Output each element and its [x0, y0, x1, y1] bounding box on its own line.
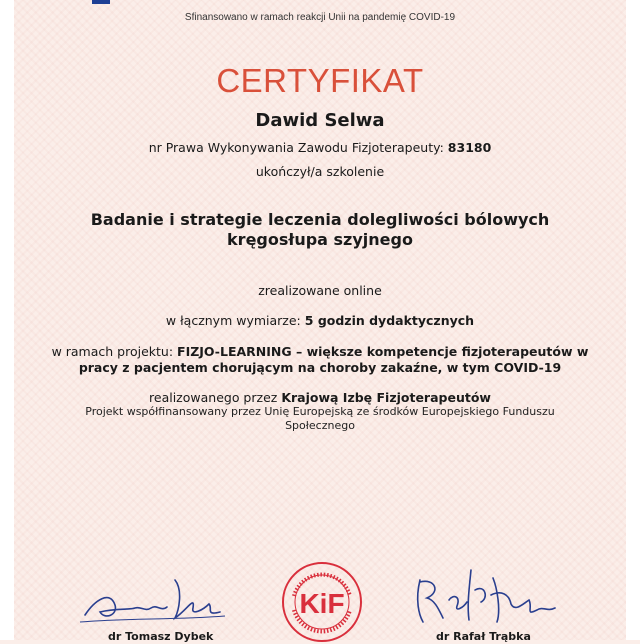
hours-line [20, 313, 620, 328]
eu-flag-fragment [92, 0, 110, 4]
seal-logo: KiF [299, 588, 345, 619]
hours-value: 5 godzin dydaktycznych [304, 313, 475, 328]
page-right-border [626, 0, 640, 640]
realized-line [20, 390, 620, 405]
license-line [20, 140, 620, 155]
signature-right [405, 560, 565, 630]
signature-left [75, 560, 235, 630]
project-name: FIZJO-LEARNING – większe kompetencje fizjoterapeutów w pracy z pacjentem chorującym na choroby zakaźne, w tym COVID-19 [78, 344, 589, 375]
project-label: w ramach projektu: [51, 344, 174, 359]
page-left-border [0, 0, 14, 640]
funding-note: Sfinansowano w ramach reakcji Unii na pandemię COVID-19 [184, 12, 456, 23]
mode-text: zrealizowane online [258, 283, 382, 298]
project-line [30, 344, 610, 376]
completed-text: ukończył/a szkolenie [255, 164, 385, 179]
license-label: nr Prawa Wykonywania Zawodu Fizjoterapeuty: [148, 140, 444, 155]
course-title: Badanie i strategie leczenia dolegliwości bólowych kręgosłupa szyjnego [90, 210, 550, 249]
cofinancing-note: Projekt współfinansowany przez Unię Europejską ze środków Europejskiego Funduszu Społecznego [85, 405, 555, 432]
signature-left-name: dr Tomasz Dybek [108, 630, 214, 643]
license-number: 83180 [447, 140, 492, 155]
certificate-title: CERTYFIKAT [216, 62, 424, 99]
realized-label: realizowanego przez [149, 390, 278, 405]
hours-label: w łącznym wymiarze: [165, 313, 301, 328]
signature-right-name: dr Rafał Trąbka [436, 630, 531, 643]
kif-seal [280, 560, 364, 644]
organization-name: Krajową Izbę Fizjoterapeutów [281, 390, 491, 405]
recipient-name: Dawid Selwa [255, 110, 385, 131]
